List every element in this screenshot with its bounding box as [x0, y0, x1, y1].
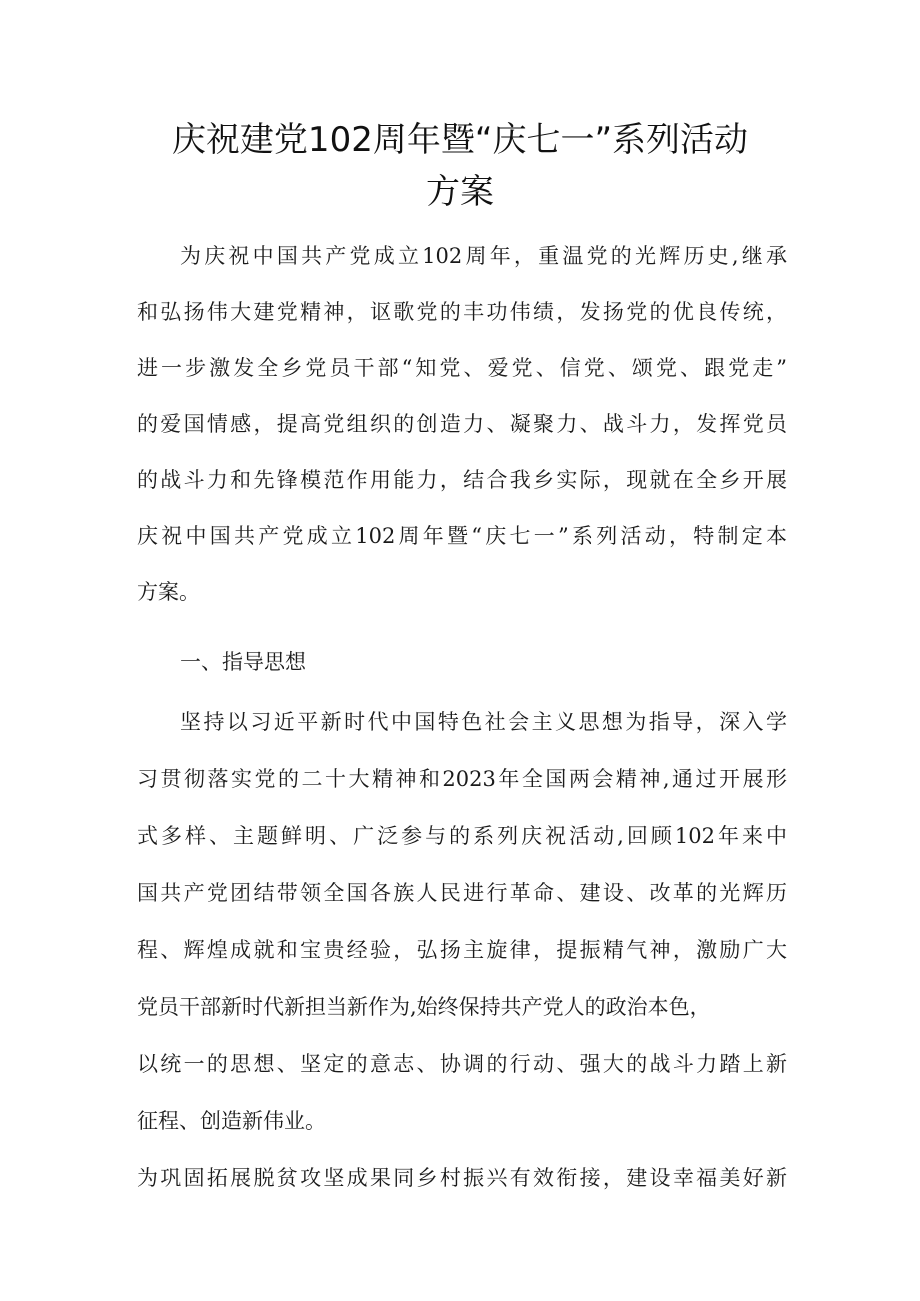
intro-line: 和弘扬伟大建党精神，讴歌党的丰功伟绩，发扬党的优良传统， [137, 300, 787, 324]
intro-line: 进一步激发全乡党员干部“知党、爱党、信党、颂党、跟党走” [137, 356, 787, 380]
section-body-line: 国共产党团结带领全国各族人民进行革命、建设、改革的光辉历 [137, 881, 787, 905]
intro-line: 的爱国情感，提高党组织的创造力、凝聚力、战斗力，发挥党员 [137, 412, 787, 436]
section-body-line: 坚持以习近平新时代中国特色社会主义思想为指导，深入学 [180, 710, 787, 734]
intro-line: 的战斗力和先锋模范作用能力，结合我乡实际，现就在全乡开展 [137, 468, 787, 492]
intro-line: 为庆祝中国共产党成立102周年，重温党的光辉历史,继承 [180, 244, 787, 268]
section-heading: 一、指导思想 [180, 650, 306, 674]
section-body-line: 征程、创造新伟业。 [137, 1109, 326, 1133]
section-body-line: 习贯彻落实党的二十大精神和2023年全国两会精神,通过开展形 [137, 767, 787, 791]
section-body-line: 党员干部新时代新担当新作为,始终保持共产党人的政治本色， [137, 995, 711, 1019]
section-body-line: 以统一的思想、坚定的意志、协调的行动、强大的战斗力踏上新 [137, 1052, 787, 1076]
paragraph-line: 为巩固拓展脱贫攻坚成果同乡村振兴有效衔接，建设幸福美好新 [137, 1166, 787, 1190]
document-title-line-1: 庆祝建党102周年暨“庆七一”系列活动 [171, 120, 749, 160]
intro-line: 庆祝中国共产党成立102周年暨“庆七一”系列活动，特制定本 [137, 524, 787, 548]
section-body-line: 程、辉煌成就和宝贵经验，弘扬主旋律，提振精气神，激励广大 [137, 938, 787, 962]
document-title-line-2: 方案 [426, 172, 494, 212]
intro-line: 方案。 [137, 580, 200, 604]
section-body-line: 式多样、主题鲜明、广泛参与的系列庆祝活动,回顾102年来中 [137, 824, 787, 848]
